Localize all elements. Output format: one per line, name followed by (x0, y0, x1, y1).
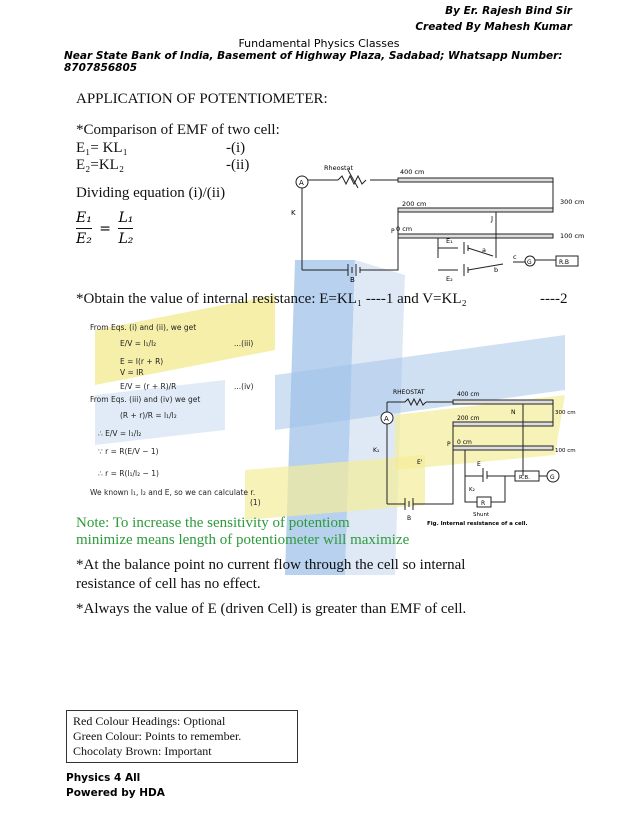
statement-2: *Always the value of E (driven Cell) is greater than EMF of cell. (76, 601, 467, 617)
internal-resistance-circuit-diagram (365, 384, 590, 529)
comparison-circuit-diagram (288, 158, 590, 284)
deriv-line-5-tag: ...(iv) (234, 382, 254, 391)
ratio-equation (76, 210, 133, 247)
internal-resistance-tag: ----2 (540, 291, 568, 307)
fig2-r: R (481, 500, 486, 507)
fig1-galvanometer: G (527, 259, 532, 266)
deriv-line-10: ∴ r = R(l₁/l₂ − 1) (98, 469, 159, 478)
author-credit: By Er. Rajesh Bind Sir (445, 5, 572, 17)
frac-equals: = (99, 220, 112, 237)
deriv-line-2-tag: ...(iii) (234, 339, 254, 348)
fig2-k2: K₂ (469, 487, 475, 493)
creator-credit: Created By Mahesh Kumar (415, 21, 572, 33)
fig1-p: P (391, 228, 395, 235)
fig1-200cm: 200 cm (402, 200, 427, 208)
fig1-400cm: 400 cm (400, 168, 425, 176)
equation-1-tag: -(i) (226, 140, 246, 156)
equation-2-tag: -(ii) (226, 157, 250, 173)
deriv-line-11-tag: (1) (250, 498, 261, 507)
fig1-100cm: 100 cm (560, 232, 585, 240)
deriv-line-2: E/V = l₁/l₂ (120, 339, 157, 348)
fig2-e-prime: E' (417, 459, 423, 466)
fig2-ammeter: A (384, 415, 389, 423)
fig2-battery: B (407, 515, 412, 522)
frac-e1: E₁ (76, 210, 92, 226)
fig2-300cm: 300 cm (555, 410, 576, 416)
fig2-rheostat: RHEOSTAT (393, 389, 425, 396)
fig1-300cm: 300 cm (560, 198, 585, 206)
legend-red: Red Colour Headings: Optional (73, 714, 226, 728)
fig1-battery: B (350, 276, 355, 284)
institute-name: Fundamental Physics Classes (238, 37, 400, 50)
comparison-heading: *Comparison of EMF of two cell: (76, 122, 280, 138)
deriv-line-4: V = IR (120, 368, 144, 377)
footer-brand: Physics 4 All (66, 772, 141, 784)
note-line-1: Note: To increase the sensitivity of potentiom (76, 515, 350, 531)
fig2-k1: K₁ (373, 447, 380, 454)
color-legend-box (66, 710, 298, 763)
internal-resistance-heading: *Obtain the value of internal resistance: E=KL₁ ----1 and V=KL₂ (76, 291, 467, 307)
equation-2: E₂=KL₂ (76, 157, 125, 173)
note-line-2: minimize means length of potentiometer will maximize (76, 532, 410, 548)
statement-1-line-2: resistance of cell has no effect. (76, 576, 261, 592)
fig1-ammeter: A (299, 179, 304, 187)
institute-address: Near State Bank of India, Basement of Highway Plaza, Sadabad; Whatsapp Number: 8707856805 (64, 50, 563, 74)
legend-green: Green Colour: Points to remember. (73, 729, 242, 743)
fig1-jockey: J (491, 215, 494, 223)
fig2-400cm: 400 cm (457, 391, 480, 398)
deriv-line-3: E = I(r + R) (120, 357, 164, 366)
fig1-e1: E₁ (446, 237, 453, 245)
fig1-c-small: c (513, 253, 517, 261)
fig2-galvanometer: G (550, 474, 555, 481)
legend-brown: Chocolaty Brown: Important (73, 744, 212, 758)
fig1-e2: E₂ (446, 275, 453, 283)
deriv-line-7: (R + r)/R = l₁/l₂ (120, 411, 177, 420)
deriv-line-11: We known l₁, l₂ and E, so we can calculate r. (90, 488, 256, 497)
statement-1-line-1: *At the balance point no current flow through the cell so internal (76, 557, 466, 573)
frac-l1: L₁ (118, 210, 134, 226)
footer-powered: Powered by HDA (66, 787, 165, 799)
deriv-line-9: ∵ r = R(E/V − 1) (98, 447, 159, 456)
fig2-resistance-box: R.B. (519, 475, 530, 481)
frac-e2: E₂ (76, 231, 92, 247)
fig1-0cm: 0 cm (396, 225, 413, 233)
fig2-n: N (511, 409, 516, 416)
fig2-e: E (477, 461, 481, 468)
deriv-line-5: E/V = (r + R)/R (120, 382, 177, 391)
deriv-line-6: From Eqs. (iii) and (iv) we get (90, 395, 201, 404)
deriv-line-8: ∴ E/V = l₁/l₂ (98, 429, 142, 438)
fig1-b-small: b (494, 266, 499, 274)
fig2-100cm: 100 cm (555, 448, 576, 454)
fig1-a-small: a (482, 246, 486, 254)
deriv-line-1: From Eqs. (i) and (ii), we get (90, 323, 197, 332)
equation-1: E₁= KL₁ (76, 140, 128, 156)
fig2-200cm: 200 cm (457, 415, 480, 422)
fig2-p: P (447, 441, 451, 448)
fig1-key: K (291, 209, 296, 217)
fig1-rheostat: Rheostat (324, 164, 354, 172)
page-title: APPLICATION OF POTENTIOMETER: (76, 91, 328, 107)
frac-l2: L₂ (118, 231, 134, 247)
fig2-caption: Fig. Internal resistance of a cell. (427, 521, 528, 527)
fig1-resistance-box: R.B (559, 259, 569, 266)
fig2-shunt: Shunt (473, 512, 490, 518)
dividing-text: Dividing equation (i)/(ii) (76, 185, 226, 201)
fig2-0cm: 0 cm (457, 439, 472, 446)
